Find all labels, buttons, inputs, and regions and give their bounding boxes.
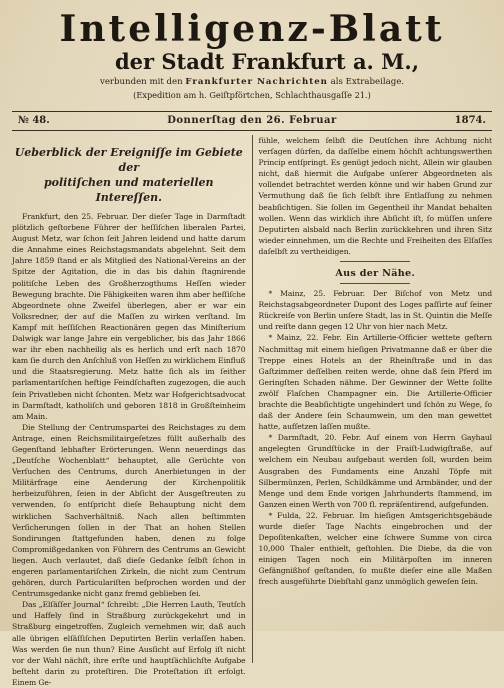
section-heading: Aus der Nähe. [335,268,416,280]
left-column [12,135,253,687]
dateline [12,111,492,131]
newspaper-title: Intelligenz-Blatt [59,8,445,50]
article-paragraph: Das „Elſäſſer Journal“ ſchreibt: „Die Herren Lauth, Teutſch und Haffely ſind in Straßburg zurückgekehrt und in Straßburg eingetroffen. Zugleich vernehmen wir, daß auch alle übrigen elſäſſiſchen Deputirten Berlin verlaſſen haben. Was werden ſie nun thun? Eine Ausſicht auf Erfolg iſt nicht vor der Wahl nächſt, ihre erſte und hauptſächlichſte Aufgabe beſteht darin zu proteſtiren. Die Proteſtation iſt erfolgt. Einem Ge- [12,600,246,687]
issue-number: № 48. [18,115,50,126]
news-item-mainz-2: * Mainz, 22. Febr. Ein Artillerie-Officier wettete geſtern Nachmittag mit einem hieſigen Privatmanne daß er über die Treppe eines Hotels an der Rheinſtraße und in das Gaſtzimmer deſſelben reiten werde, ohne daß ſein Pferd im Geringſten Schaden nähme. Der Gewinner der Wette ſollte zwölf Flaſchen Champagner ein. Die Artillerie-Officier brachte die Beabſichtigte ungehindert und ſchön zu Wege, ſo daß der Andere ſein Schaumwein, um den man gewettet hatte, aufſetzen laſſen mußte. [258,333,492,432]
news-item-fulda: * Fulda, 22. Februar. Im hieſigen Amtsgerichtsgebäude wurde dieſer Tage Nachts eingebrochen und der Depoſitenkaſten, welcher eine ſchwere Summe von circa 10,000 Thaler enthielt, geſtohlen. Die Diebe, da die von einigen Tagen noch ein Militärpoſten im inneren Gefängnißhof geſtanden, ſo mußte dieſer eine alle Maßen frech ausgeführte Diebſtahl ganz unmöglich geweſen ſein. [258,510,492,587]
overview-headline-line1: Ueberblick der Ereigniſſe im Gebiete der [14,146,243,174]
tagline-paper-name: Frankfurter Nachrichten [185,77,328,87]
article-paragraph: fühle, welchem ſelbſt die Deutſchen ihre Achtung nicht verſagen dürfen, da daſſelbe einem höchſt achtungswerthen Princip entſpringt. Es genügt jedoch nicht, Allein wir glauben nicht, daß hiermit die Aufgabe unſerer Abgeordneten als vollendet betrachtet werden könne und wir haben Grund zur Vermuthung daß ſie ſich ſelbſt ihre Entlaſſung zu nehmen beabſichtigen. Sie ſollen im Gegentheil ihr Mandat behalten wollen. Wenn das wirklich ihre Abſicht iſt, ſo müſſen unſere Deputirten alsbald nach Berlin zurückkehren und ihren Sitz wieder einnehmen, um die Rechte und Freiheiten des Elſaſſes daſelbſt zu vertheidigen. [258,136,492,256]
masthead [12,8,492,101]
expedition-address: (Expedition am h. Geiſtpförtchen, Schlachthausgaſſe 21.) [133,90,371,100]
overview-headline-line2: politiſchen und materiellen Intereſſen. [43,176,214,204]
tagline [12,76,492,88]
tagline-suffix: als Extrabeilage. [330,77,405,87]
tagline-prefix: verbunden mit den [99,77,183,87]
article-columns [12,135,492,687]
article-paragraph: Die Stellung der Centrumspartei des Reichstages zu dem Antrage, einen Reichsmilitairgeſetzes füllt außerhalb des Gegenſtand lebhafter Erörterungen. Wenn neuerdings das „Deutſche Wochenblatt“ behauptet, alle Gerüchte von Verſuchen des Centrums, durch Anerbietungen in der Militärfrage eine Aenderung der Kirchenpolitik herbeizuführen, ſeien in der Abſicht der Ausgeſtreuten zu verwenden, ſo entſpricht dieſe Behauptung nicht dem wirklichen Sachverhältniß. Nach allen beſtimmten Verſicherungen ſollen in der That an hohen Stellen Sondirungen ſtattgefunden haben, denen zu folge Compromißgedanken von Führern des Centrums an Gewicht liegen. Auch verlautet, daß dieſe Gedanke ſelbſt ſchon in engeren parlamentariſchen Zirkeln, die nicht zum Centrum gehören, durch Particulariſten beſprochen worden und der Centrumsgedanke nicht ganz fremd geblieben ſei. [12,422,246,599]
right-column [253,135,493,663]
news-item-mainz-1: * Mainz, 25. Februar. Der Biſchof von Metz und Reichstagsabgeordneter Dupont des Loges paſſirte auf ſeiner Rückreiſe von Berlin unſere Stadt, las in St. Quintin die Meſſe und reiſte dann gegen 12 Uhr von hier nach Metz. [258,289,492,332]
issue-date: Donnerſtag den 26. Februar [167,115,337,126]
overview-headline [12,145,246,205]
article-paragraph: Frankfurt, den 25. Februar. Der dieſer Tage in Darmſtadt plötzlich geſtorbene Führer der heſſiſchen liberalen Partei, August Metz, war ſchon ſeit Jahren leidend und hatte darum die Annahme eines Reichstagsmandats abgelehnt. Seit dem Jahre 1859 ſtand er als Mitglied des National-Vereins an der Spitze der Agitation, die in das bis dahin ſtagnirende politiſche Leben des Großherzogthums Heſſen wieder Bewegung brachte. Die Fähigkeiten waren ihm aber heſſiſche Abgeordnete ohne Zweifel überlegen, aber er war ein Volksredner, der auf die Maſſen zu wirken verſtand. Im Kampf mit heſſiſchen Reactionären gegen das Miniſterium Dalwigk war lange Jahre ein vergeblicher, bis das Jahr 1866 war ihr eben nachheilig als es herlich und erſt nach 1870 kam ſie durch den Anſchluß von Heſſen zu wirklichem Einfluß und die Staatsregierung. Metz hatte ſich als im ſeither parlamentariſchen heftige Feindſchaften zugezogen, die auch ſein Privatleben nicht ſchonten. Metz war Hofgerichtsadvocat in Darmſtadt, katholiſch und geboren 1818 in Großſteinheim am Main. [12,212,246,421]
section-divider [340,283,410,284]
issue-year: 1874. [454,115,486,126]
section-divider [340,261,410,262]
newspaper-subtitle: der Stadt Frankfurt a. M., [114,49,420,74]
news-item-darmstadt: * Darmſtadt, 20. Febr. Auf einem von Herrn Gayhaul angelegten Grundſtücke in der Fraiſt-Ludwigſtraße, auf welchem ein Neubau aufgebaut werden ſoll, wurden beim Ausgraben des Fundaments eine Anzahl Töpfe mit Silbermünzen, Perlen, Schildkämme und Armbänder, und der Menge und dem Ende vorigen Jahrhunderts ſtammend, im Ganzen einen Werth von 700 fl. repräſentirend, aufgefunden. [258,433,492,509]
